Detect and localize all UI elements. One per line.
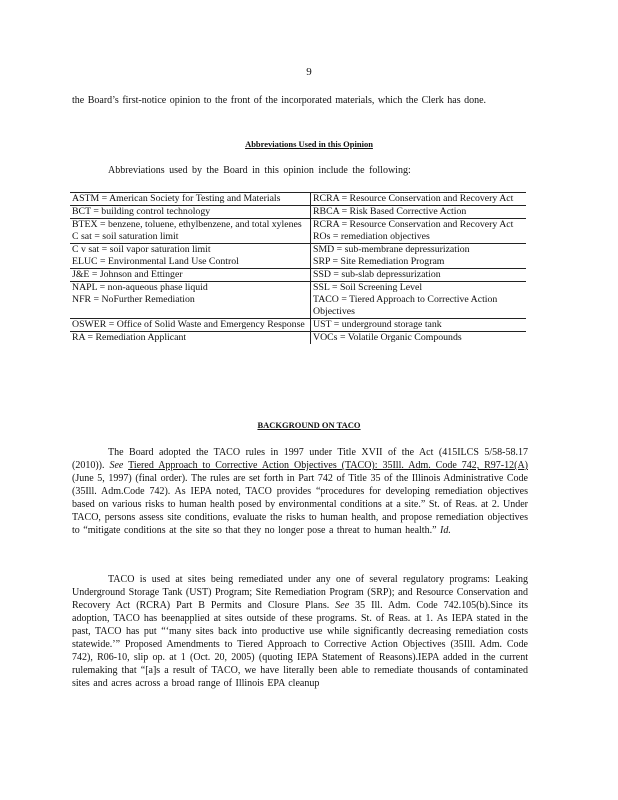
page-number: 9 (306, 66, 312, 78)
abbrev-entry: C sat = soil saturation limit (72, 231, 179, 242)
abbrev-entry: BCT = building control technology (72, 206, 211, 217)
table-row (70, 244, 526, 269)
abbrev-entry: ASTM = American Society for Testing and Materials (72, 193, 281, 204)
table-row (70, 219, 526, 244)
abbrev-entry: OSWER = Office of Solid Waste and Emergency Response (72, 319, 305, 330)
p2-text-a: TACO is used at sites being remediated under any one of several regulatory programs: Leaking Underground Storage Tank (UST) Program; Site Remediation Program (SRP); and Resource Conservation and Recovery Act (RCRA) Part B Permits and Closure Plans. (72, 574, 528, 611)
table-row (70, 206, 526, 219)
abbrev-entry: C v sat = soil vapor saturation limit (72, 244, 211, 255)
abbrev-entry: VOCs = Volatile Organic Compounds (313, 332, 462, 343)
abbreviations-heading-text: Abbreviations Used in this Opinion (245, 139, 373, 149)
abbrev-entry: RCRA = Resource Conservation and Recovery Act (313, 219, 514, 230)
abbrev-entry: NAPL = non-aqueous phase liquid (72, 282, 208, 293)
abbreviations-intro: Abbreviations used by the Board in this opinion include the following: (108, 165, 411, 176)
background-paragraph-1 (72, 446, 528, 537)
abbrev-cell-left (70, 206, 311, 219)
abbrev-cell-left (70, 193, 311, 206)
abbrev-cell-right (311, 193, 527, 206)
table-row (70, 332, 526, 345)
abbrev-entry: ROs = remediation objectives (313, 231, 430, 242)
see-signal: See (335, 600, 350, 611)
abbrev-cell-right (311, 319, 527, 332)
abbrev-entry: SMD = sub-membrane depressurization (313, 244, 470, 255)
intro-paragraph: the Board’s first-notice opinion to the front of the incorporated materials, which the Clerk has done. (72, 95, 487, 106)
p1-text-a: The Board adopted the TACO rules in 1997 under Title XVII of the Act (415ILCS 5/58-58.17 (2010)). (72, 447, 528, 471)
abbrev-entry: SRP = Site Remediation Program (313, 256, 445, 267)
table-row (70, 269, 526, 282)
abbrev-entry: RA = Remediation Applicant (72, 332, 187, 343)
p2-text-b: 35 Ill. Adm. Code 742.105(b).Since its adoption, TACO has beenapplied at sites outside of these programs. St. of Reas. at 1. As IEPA stated in the past, TACO has put “‘many sites back into productive use while significantly decreasing remediation costs statewide.’” Proposed Amendments to Tiered Approach to Corrective Action Objectives (35Ill. Adm. Code 742), R06-10, slip op. at 1 (Oct. 20, 2005) (quoting IEPA Statement of Reasons).IEPA added in the current rulemaking that “[a]s a result of TACO, we have literally been able to remediate thousands of contaminated sites and acres across a broad range of Illinois EPA cleanup (72, 600, 528, 689)
abbrev-cell-left (70, 282, 311, 319)
abbrev-cell-right (311, 282, 527, 319)
abbrev-cell-left (70, 332, 311, 345)
id-citation: Id. (440, 525, 451, 536)
abbreviations-table (70, 192, 526, 344)
abbrev-entry: ELUC = Environmental Land Use Control (72, 256, 239, 267)
abbrev-cell-left (70, 219, 311, 244)
abbrev-entry: RBCA = Risk Based Corrective Action (313, 206, 467, 217)
abbrev-entry: BTEX = benzene, toluene, ethylbenzene, and total xylenes (72, 219, 302, 230)
abbrev-cell-right (311, 332, 527, 345)
abbrev-entry: UST = underground storage tank (313, 319, 442, 330)
background-paragraph-2 (72, 573, 528, 690)
abbrev-cell-left (70, 319, 311, 332)
abbrev-cell-right (311, 244, 527, 269)
abbreviations-heading (0, 138, 618, 151)
p1-text-b: (June 5, 1997) (final order). The rules are set forth in Part 742 of Title 35 of the Illinois Administrative Code (35Ill. Adm.Code 742). As IEPA noted, TACO provides “procedures for developing remediation objectives based on various risks to human health posed by environmental conditions at a site.” St. of Reas. at 2. Under TACO, persons assess site conditions, evaluate the risks to human health, and propose remediation objectives to “mitigate conditions at the site so that they no longer pose a threat to human health.” (72, 473, 528, 536)
table-row (70, 282, 526, 319)
abbrev-cell-right (311, 219, 527, 244)
background-heading-text: BACKGROUND ON TACO (257, 420, 361, 430)
abbrev-entry: SSL = Soil Screening Level (313, 282, 423, 293)
abbrev-entry: TACO = Tiered Approach to Corrective Action Objectives (313, 294, 498, 317)
abbrev-entry: J&E = Johnson and Ettinger (72, 269, 183, 280)
abbrev-entry: RCRA = Resource Conservation and Recovery Act (313, 193, 514, 204)
rulemaking-title: Tiered Approach to Corrective Action Objectives (TACO): 35Ill. Adm. Code 742, R97-12(A) (128, 460, 528, 471)
abbrev-entry: SSD = sub-slab depressurization (313, 269, 441, 280)
abbrev-cell-right (311, 269, 527, 282)
table-row (70, 319, 526, 332)
background-heading (0, 419, 618, 432)
abbrev-cell-right (311, 206, 527, 219)
table-row (70, 193, 526, 206)
see-signal: See (109, 460, 124, 471)
abbrev-entry: NFR = NoFurther Remediation (72, 294, 195, 305)
abbrev-cell-left (70, 269, 311, 282)
abbrev-cell-left (70, 244, 311, 269)
